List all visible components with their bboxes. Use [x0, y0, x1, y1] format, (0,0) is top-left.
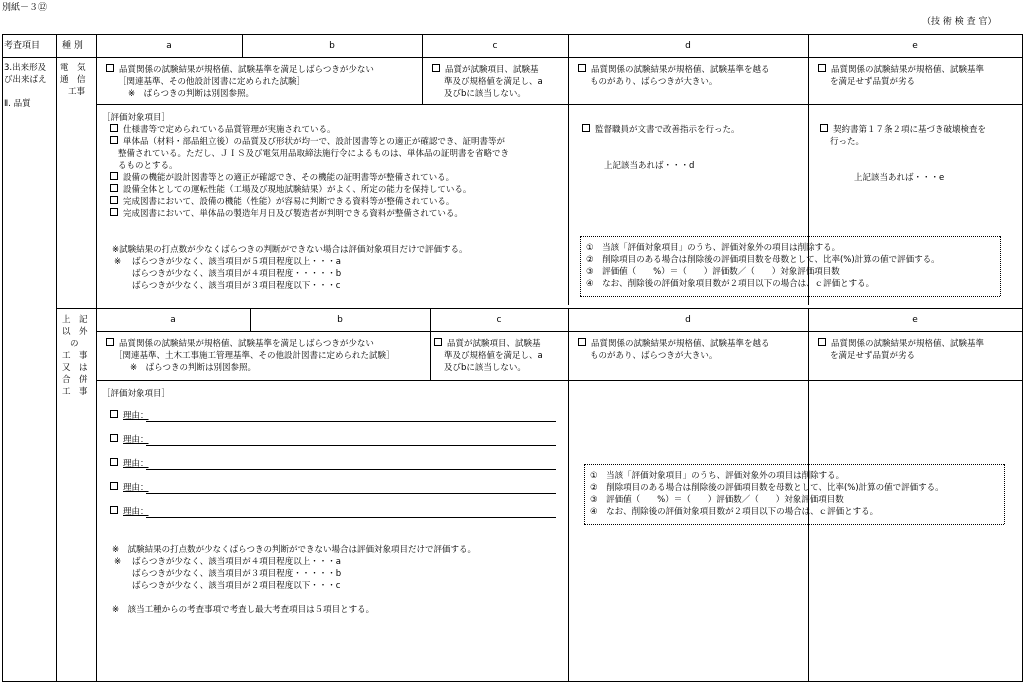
checkbox-icon: [110, 482, 118, 490]
s2-note-2-line1: ばらつきが少なく、該当項目が４項目程度以上・・・a: [132, 557, 341, 567]
type2-line3: の: [70, 339, 79, 349]
s2-ab-criteria-line1: 品質関係の試験結果が規格値、試験基準を満足しばらつきが少ない: [106, 338, 374, 350]
s1-eval-item-2: 単体品（材料・部品組立後）の品質及び形状が均一で、設計図書等との適正が確認でき、証明書等が: [110, 136, 505, 148]
s2-header-grade-a: a: [170, 315, 176, 325]
s2-note-2-line2: ばらつきが少なく、該当項目が３項目程度・・・・・b: [132, 569, 342, 579]
s2-d-criteria-line2: ものがあり、ばらつきが大きい。: [590, 351, 718, 361]
s2-box-line1: ① 当該「評価対象項目」のうち、評価対象外の項目は削除する。: [590, 471, 845, 481]
header-grade-c: c: [492, 41, 498, 51]
s1-box-line3: ③ 評価値（ %）＝（ ）評価数／（ ）対象評価項目数: [586, 267, 840, 277]
header-grade-a: a: [166, 41, 172, 51]
document-label: 別紙－３⑫: [2, 3, 48, 13]
s1-e-eval-line2: 行った。: [830, 137, 865, 147]
s2-header-grade-c: c: [496, 315, 502, 325]
s2-header-grade-e: e: [912, 315, 918, 325]
type2-line7: 工 事: [62, 387, 88, 397]
s2-reason-3: 理由：: [110, 458, 149, 470]
checkbox-icon: [110, 434, 118, 442]
s1-ab-criteria-line3: ※ ばらつきの判断は別図参照。: [128, 89, 255, 99]
header-item-label: 考査項目: [4, 41, 41, 51]
checkbox-icon: [110, 184, 118, 192]
checkbox-icon: [578, 64, 586, 72]
s1-ab-criteria-line2: ［関連基準、その他設計図書に定められた試験］: [118, 77, 306, 87]
s2-c-criteria-line3: 及びbに該当しない。: [444, 363, 526, 373]
type1-line2: 通 信: [60, 75, 86, 85]
checkbox-icon: [110, 172, 118, 180]
s1-c-criteria-line3: 及びbに該当しない。: [444, 89, 526, 99]
header-grade-e: e: [912, 41, 918, 51]
s1-eval-item-5: 完成図書において、設備の機能（性能）が容易に判断できる資料等が整備されている。: [110, 196, 454, 208]
s1-e-eval-line1: 契約書第１７条２項に基づき破壊検査を: [820, 124, 986, 136]
type1-line1: 電 気: [60, 63, 86, 73]
item-label-line2: び出来ばえ: [4, 75, 47, 85]
s2-reason-2: 理由：: [110, 434, 149, 446]
s2-reason-2-line: [146, 445, 556, 446]
checkbox-icon: [432, 64, 440, 72]
s1-eval-title: ［評価対象項目］: [102, 113, 171, 123]
checkbox-icon: [818, 338, 826, 346]
s1-eval-item-4: 設備全体としての運転性能（工場及び現地試験結果）がよく、所定の能力を保持している。: [110, 184, 471, 196]
s1-note-2-line3: ばらつきが少なく、該当項目が３項目程度以下・・・c: [132, 281, 341, 291]
type2-line6: 合 併: [62, 375, 88, 385]
checkbox-icon: [582, 124, 590, 132]
s1-note-2-line1: ばらつきが少なく、該当項目が５項目程度以上・・・a: [132, 257, 341, 267]
checkbox-icon: [578, 338, 586, 346]
s1-c-criteria-line1: 品質が試験項目、試験基: [432, 64, 539, 76]
s2-reason-1-line: [146, 421, 556, 422]
type1-line3: 工事: [68, 87, 86, 97]
s2-header-grade-d: d: [685, 315, 691, 325]
s1-eval-item-6: 完成図書において、単体品の製造年月日及び製造者が判明できる資料が整備されている。: [110, 208, 463, 220]
s1-d-criteria-line1: 品質関係の試験結果が規格値、試験基準を越る: [578, 64, 770, 76]
s2-header-grade-b: b: [337, 315, 343, 325]
type2-line1: 上 記: [62, 315, 88, 325]
s2-ab-criteria-line2: ［関連基準、土木工事施工管理基準、その他設計図書に定められた試験］: [114, 351, 395, 361]
checkbox-icon: [110, 208, 118, 216]
s2-d-criteria-line1: 品質関係の試験結果が規格値、試験基準を越る: [578, 338, 770, 350]
s2-e-criteria-line2: を満足せず品質が劣る: [830, 351, 916, 361]
s2-ab-criteria-line3: ※ ばらつきの判断は別図参照。: [130, 363, 257, 373]
checkbox-icon: [106, 338, 114, 346]
s2-box-line2: ② 削除項目のある場合は削除後の評価項目数を母数として、比率(%)計算の値で評価する。: [590, 483, 944, 493]
s1-box-line2: ② 削除項目のある場合は削除後の評価項目数を母数として、比率(%)計算の値で評価する。: [586, 255, 940, 265]
type2-line5: 又 は: [62, 363, 88, 373]
type2-line2: 以 外: [62, 327, 88, 337]
s1-note-1: ※試験結果の打点数が少なくばらつきの判断ができない場合は評価対象項目だけで評価する。: [112, 245, 468, 255]
s1-c-criteria-line2: 準及び規格値を満足し、a: [444, 77, 543, 87]
checkbox-icon: [106, 64, 114, 72]
checkbox-icon: [818, 64, 826, 72]
s2-reason-5-line: [146, 517, 556, 518]
type2-line4: 工 事: [62, 351, 88, 361]
s1-e-eval-result: 上記該当あれば・・・e: [854, 173, 945, 183]
s1-eval-item-2-cont1: 整備されている。ただし、ＪＩＳ及び電気用品取締法施行令によるものは、単体品の証明書を省略でき: [118, 149, 510, 159]
s1-e-criteria-line2: を満足せず品質が劣る: [830, 77, 916, 87]
s1-e-criteria-line1: 品質関係の試験結果が規格値、試験基準: [818, 64, 984, 76]
s1-d-eval-result: 上記該当あれば・・・d: [604, 161, 695, 171]
checkbox-icon: [110, 410, 118, 418]
checkbox-icon: [110, 124, 118, 132]
s2-reason-4: 理由：: [110, 482, 149, 494]
s2-note-1: ※ 試験結果の打点数が少なくばらつきの判断ができない場合は評価対象項目だけで評価する。: [112, 545, 477, 555]
s1-eval-item-2-cont2: るものとする。: [118, 161, 178, 171]
header-type-label: 種 別: [62, 41, 83, 51]
header-grade-d: d: [685, 41, 691, 51]
item-label-line1: 3.出来形及: [4, 63, 47, 73]
s1-d-eval: 監督職員が文書で改善指示を行った。: [582, 124, 740, 136]
s1-eval-item-3: 設備の機能が設計図書等との適正が確認でき、その機能の証明書等が整備されている。: [110, 172, 454, 184]
s2-box-line4: ④ なお、削除後の評価対象項目数が２項目以下の場合は、ｃ評価とする。: [590, 507, 879, 517]
s2-box-line3: ③ 評価値（ %）＝（ ）評価数／（ ）対象評価項目数: [590, 495, 844, 505]
issuer-label: （技 術 検 査 官）: [922, 17, 997, 27]
s2-note-2-mark: ※: [114, 557, 122, 567]
s2-note-2-line3: ばらつきが少なく、該当項目が２項目程度以下・・・c: [132, 581, 341, 591]
s1-d-criteria-line2: ものがあり、ばらつきが大きい。: [590, 77, 718, 87]
s2-eval-title: ［評価対象項目］: [102, 389, 171, 399]
s1-eval-item-1: 仕様書等で定められている品質管理が実施されている。: [110, 124, 336, 136]
s2-e-criteria-line1: 品質関係の試験結果が規格値、試験基準: [818, 338, 984, 350]
s2-c-criteria-line1: 品質が試験項目、試験基: [434, 338, 541, 350]
s1-note-2-line2: ばらつきが少なく、該当項目が４項目程度・・・・・b: [132, 269, 342, 279]
checkbox-icon: [110, 196, 118, 204]
item-label-line3: Ⅱ. 品質: [4, 99, 31, 109]
checkbox-icon: [820, 124, 828, 132]
header-grade-b: b: [329, 41, 335, 51]
checkbox-icon: [110, 458, 118, 466]
s2-reason-1: 理由：: [110, 410, 149, 422]
checkbox-icon: [434, 338, 442, 346]
s2-note-3: ※ 該当工種からの考査事項で考査し最大考査項目は５項目とする。: [112, 605, 375, 615]
s2-c-criteria-line2: 準及び規格値を満足し、a: [444, 351, 543, 361]
s2-reason-3-line: [146, 469, 556, 470]
s1-box-line4: ④ なお、削除後の評価対象項目数が２項目以下の場合は、ｃ評価とする。: [586, 279, 875, 289]
s1-ab-criteria-line1: 品質関係の試験結果が規格値、試験基準を満足しばらつきが少ない: [106, 64, 374, 76]
s1-box-line1: ① 当該「評価対象項目」のうち、評価対象外の項目は削除する。: [586, 243, 841, 253]
checkbox-icon: [110, 506, 118, 514]
s2-reason-5: 理由：: [110, 506, 149, 518]
s2-reason-4-line: [146, 493, 556, 494]
s1-note-2-mark: ※: [114, 257, 122, 267]
checkbox-icon: [110, 136, 118, 144]
